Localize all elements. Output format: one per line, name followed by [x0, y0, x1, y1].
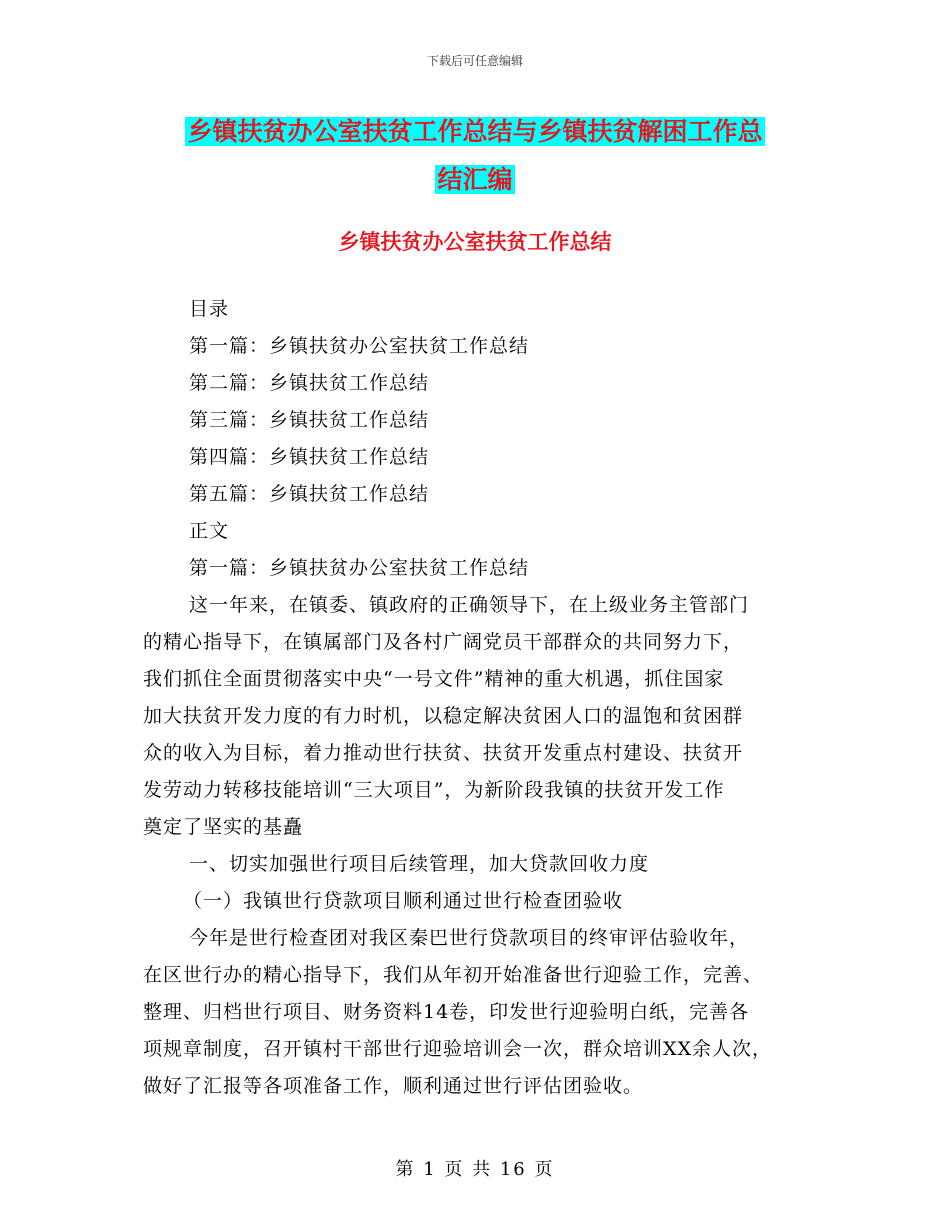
paragraph-line: 发劳动力转移技能培训“三大项目”，为新阶段我镇的扶贫开发工作: [143, 779, 725, 801]
header-note: 下载后可任意编辑: [426, 54, 523, 68]
toc-item: 第二篇：乡镇扶贫工作总结: [189, 372, 430, 394]
paragraph-line: 整理、归档世行项目、财务资料14卷，印发世行迎验明白纸，完善各: [143, 1001, 750, 1023]
document-title-line-1: 乡镇扶贫办公室扶贫工作总结与乡镇扶贫解困工作总: [187, 117, 763, 146]
subsection-heading: （一）我镇世行贷款项目顺利通过世行检查团验收: [183, 890, 624, 912]
paragraph-line: 我们抓住全面贯彻落实中央“一号文件”精神的重大机遇，抓住国家: [143, 668, 725, 690]
paragraph-1: [143, 587, 813, 846]
paragraph-line: 今年是世行检查团对我区秦巴世行贷款项目的终审评估验收年，: [189, 927, 750, 949]
toc-heading: 目录: [189, 298, 230, 320]
toc-item: 第五篇：乡镇扶贫工作总结: [189, 483, 430, 505]
paragraph-line: 做好了汇报等各项准备工作，顺利通过世行评估团验收。: [143, 1075, 644, 1097]
section-heading: 一、切实加强世行项目后续管理，加大贷款回收力度: [189, 853, 650, 875]
paragraph-line: 这一年来，在镇委、镇政府的正确领导下，在上级业务主管部门: [189, 594, 750, 616]
paragraph-line: 奠定了坚实的基矗: [143, 816, 304, 838]
document-body: [143, 291, 813, 1105]
toc-item: 第三篇：乡镇扶贫工作总结: [189, 409, 430, 431]
paragraph-line: 项规章制度，召开镇村干部世行迎验培训会一次，群众培训XX余人次，: [143, 1038, 773, 1060]
section-title: 乡镇扶贫办公室扶贫工作总结: [338, 229, 612, 254]
first-chapter-title: 第一篇：乡镇扶贫办公室扶贫工作总结: [189, 557, 530, 579]
body-heading: 正文: [189, 520, 230, 542]
paragraph-line: 众的收入为目标，着力推动世行扶贫、扶贫开发重点村建设、扶贫开: [143, 742, 744, 764]
page-footer: 第 1 页 共 16 页: [395, 1159, 555, 1180]
paragraph-2: [143, 920, 813, 1105]
paragraph-line: 的精心指导下，在镇属部门及各村广阔党员干部群众的共同努力下，: [143, 631, 744, 653]
paragraph-line: 在区世行办的精心指导下，我们从年初开始准备世行迎验工作，完善、: [143, 964, 764, 986]
toc-item: 第一篇：乡镇扶贫办公室扶贫工作总结: [189, 335, 530, 357]
paragraph-line: 加大扶贫开发力度的有力时机，以稳定解决贫困人口的温饱和贫困群: [143, 705, 744, 727]
toc-item: 第四篇：乡镇扶贫工作总结: [189, 446, 430, 468]
document-title: [140, 108, 810, 204]
document-title-line-2: 结汇编: [437, 165, 513, 194]
